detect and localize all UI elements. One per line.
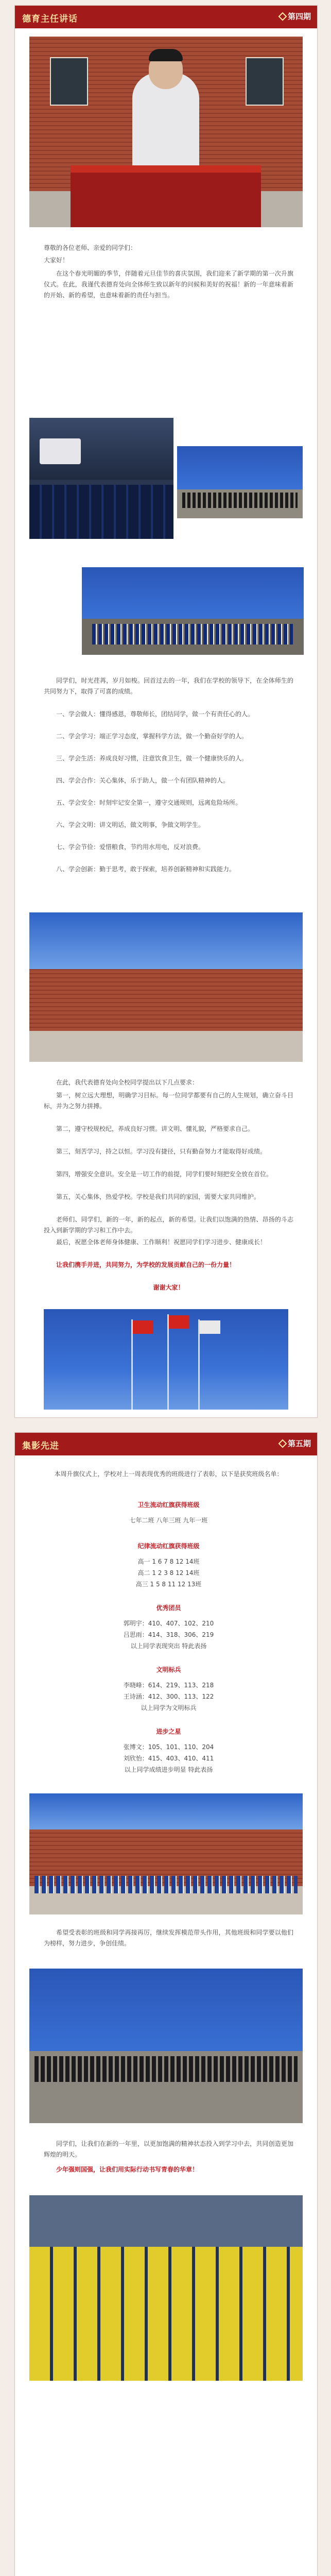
honors-closing: 希望受表彰的班级和同学再接再厉，继续发挥模范带头作用，其他班级和同学要以他们为榜样，努力进步，争创佳绩。 bbox=[44, 1929, 293, 1947]
volunteers-photo bbox=[29, 2195, 303, 2381]
group-line-3-2: 吕思雨：414、318、306、219 bbox=[123, 1631, 214, 1638]
students-lineup-photo bbox=[29, 1969, 303, 2123]
section-card-honors bbox=[14, 1432, 318, 2576]
hello: 大家好！ bbox=[44, 257, 69, 264]
section-card-speech bbox=[14, 5, 318, 1418]
section-issue: 第四期 bbox=[287, 12, 311, 21]
point-3: 三、学会生活：养成良好习惯，注意饮食卫生，做一个健康快乐的人。 bbox=[56, 755, 248, 762]
section-title: 德育主任讲话 bbox=[22, 14, 78, 24]
honors-intro: 本周升旗仪式上，学校对上一周表现优秀的班级进行了表彰，以下是获奖班级名单： bbox=[54, 1470, 283, 1478]
group-line-1-1: 七年二班 八年三班 九年一班 bbox=[129, 1517, 208, 1524]
group-heading-2: 纪律流动红旗获得班级 bbox=[137, 1543, 200, 1550]
group-line-5-2: 刘欣怡：415、403、410、411 bbox=[123, 1755, 214, 1762]
point-5: 五、学会安全：时刻牢记安全第一，遵守交通规则，远离危险场所。 bbox=[56, 799, 242, 806]
section-header bbox=[15, 1433, 317, 1455]
group-line-2-2: 高二 1 2 3 8 12 14班 bbox=[137, 1569, 200, 1577]
group-heading-4: 文明标兵 bbox=[156, 1666, 181, 1673]
flag-raising-photo bbox=[82, 567, 304, 655]
group-line-4-3: 以上同学为文明标兵 bbox=[141, 1704, 197, 1711]
group-line-2-1: 高一 1 6 7 8 12 14班 bbox=[137, 1558, 200, 1565]
group-heading-1: 卫生流动红旗获得班级 bbox=[137, 1501, 200, 1509]
group-line-2-3: 高三 1 5 8 11 12 13班 bbox=[135, 1581, 202, 1588]
point-4: 四、学会合作：关心集体，乐于助人，做一个有团队精神的人。 bbox=[56, 777, 230, 784]
greeting: 尊敬的各位老师、亲爱的同学们： bbox=[44, 244, 137, 251]
assembly-photo bbox=[177, 446, 303, 518]
point-2: 二、学会学习：端正学习态度，掌握科学方法，做一个勤奋好学的人。 bbox=[56, 733, 248, 740]
point-1: 一、学会做人：懂得感恩，尊敬师长，团结同学，做一个有责任心的人。 bbox=[56, 710, 254, 718]
group-line-4-2: 王诗涵：412、300、113、122 bbox=[123, 1693, 214, 1700]
point-6: 六、学会文明：讲文明话，做文明事，争做文明学生。 bbox=[56, 821, 205, 828]
group-line-3-1: 郭明宇：410、407、102、210 bbox=[123, 1620, 214, 1627]
point-7: 七、学会节俭：爱惜粮食，节约用水用电，反对浪费。 bbox=[56, 843, 205, 851]
requirement-5: 第五，关心集体，热爱学校。学校是我们共同的家园，需要大家共同维护。 bbox=[56, 1193, 260, 1200]
closing-2: 最后，祝愿全体老师身体健康、工作顺利！祝愿同学们学习进步、健康成长！ bbox=[56, 1239, 267, 1246]
speaker-photo bbox=[29, 37, 303, 227]
section-title: 集影先进 bbox=[22, 1441, 59, 1451]
intro-paragraph: 在这个春光明媚的季节，伴随着元旦佳节的喜庆氛围，我们迎来了新学期的第一次升旗仪式。在此，我谨代表德育处向全体师生致以新年的问候和美好的祝福！新的一年意味着新的开始、新的希望，也意味着新的责任与担当。 bbox=[44, 270, 293, 299]
closing-1: 老师们、同学们，新的一年，新的起点，新的希望。让我们以饱满的热情、昂扬的斗志投入到新学期的学习和工作中去。 bbox=[44, 1216, 293, 1234]
requirement-1: 第一，树立远大理想，明确学习目标。每一位同学都要有自己的人生规划，确立奋斗目标，并为之努力拼搏。 bbox=[44, 1092, 293, 1110]
flags-photo bbox=[44, 1309, 288, 1410]
para-reflection: 同学们，时光荏苒，岁月如梭。回首过去的一年，我们在学校的领导下，在全体师生的共同努力下，取得了可喜的成绩。 bbox=[44, 677, 293, 695]
group-line-5-1: 张博文：105、101、110、204 bbox=[123, 1743, 214, 1751]
group-line-3-3: 以上同学表现突出 特此表扬 bbox=[130, 1642, 207, 1650]
group-heading-3: 优秀团员 bbox=[156, 1604, 181, 1612]
honors-closing-2: 同学们，让我们在新的一年里，以更加饱满的精神状态投入到学习中去，共同创造更加辉煌的明天。 bbox=[44, 2140, 293, 2158]
award-students-photo bbox=[29, 1793, 303, 1914]
requirements-intro: 在此，我代表德育处向全校同学提出以下几点要求： bbox=[56, 1079, 199, 1086]
requirement-4: 第四，增强安全意识。安全是一切工作的前提，同学们要时刻把安全放在首位。 bbox=[56, 1171, 273, 1178]
group-line-4-1: 李晓峰：614、219、113、218 bbox=[123, 1682, 214, 1689]
point-8: 八、学会创新：勤于思考，敢于探索，培养创新精神和实践能力。 bbox=[56, 866, 236, 873]
section-header bbox=[15, 6, 317, 28]
group-heading-5: 进步之星 bbox=[156, 1728, 181, 1735]
school-building-photo bbox=[29, 912, 303, 1062]
highlight-quote: 让我们携手并进，共同努力，为学校的发展贡献自己的一份力量！ bbox=[56, 1261, 236, 1268]
group-line-5-3: 以上同学成绩进步明显 特此表扬 bbox=[124, 1766, 213, 1773]
requirement-3: 第三，刻苦学习，持之以恒。学习没有捷径，只有勤奋努力才能取得好成绩。 bbox=[56, 1148, 267, 1155]
students-photo bbox=[29, 418, 173, 539]
section-issue: 第五期 bbox=[287, 1439, 311, 1448]
requirement-2: 第二，遵守校规校纪，养成良好习惯。讲文明、懂礼貌，严格要求自己。 bbox=[56, 1125, 254, 1132]
thanks: 谢谢大家！ bbox=[153, 1284, 184, 1291]
honors-highlight: 少年强则国强，让我们用实际行动书写青春的华章！ bbox=[56, 2166, 199, 2173]
